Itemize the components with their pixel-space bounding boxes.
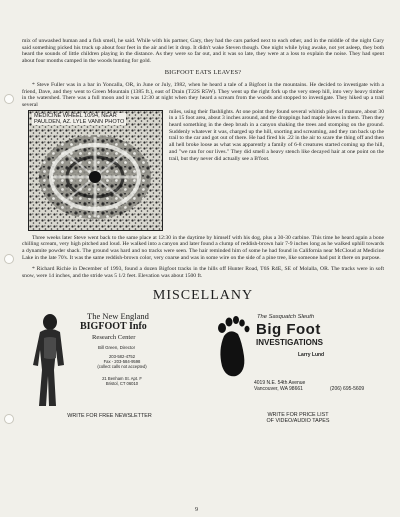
page-content <box>22 38 384 430</box>
photo-caption-line1: MEDICINE WHEEL 10/94, NEAR <box>34 112 117 119</box>
sasq-address-line2: Vancouver, WA 98661 <box>254 385 303 392</box>
story-lead-paragraph <box>22 82 384 109</box>
binder-hole <box>4 414 14 424</box>
sasq-contact-name: Larry Lund <box>298 351 325 358</box>
ad-new-england <box>22 310 197 430</box>
photo-image <box>29 111 162 230</box>
figure-wrap <box>22 109 384 233</box>
binder-hole <box>4 94 14 104</box>
sasq-investigations: INVESTIGATIONS <box>256 337 323 347</box>
ne-collect-note: (collect calls not accepted) <box>97 363 147 369</box>
photo-caption <box>32 113 126 126</box>
ne-big-title: BIGFOOT Info <box>80 320 147 332</box>
ne-subtitle: Research Center <box>92 333 136 341</box>
footprint-icon <box>214 314 252 380</box>
ads-row <box>22 310 384 430</box>
ne-fax: Fax - 203-584-9598 <box>103 358 141 364</box>
bigfoot-figure-icon <box>30 310 70 410</box>
ne-phone-block <box>92 354 152 369</box>
ne-address-block <box>92 376 152 386</box>
binder-hole <box>4 254 14 264</box>
richie-paragraph <box>22 266 384 279</box>
sasq-phone: (206) 695-5609 <box>330 385 365 392</box>
richie-text: Richard Richie in December of 1993, found a dozen Bigfoot tracks in the hills off Hunter Road, T6S R4E, SE of Molalla, OR. The tracks were in soft snow, were 14 inches, and the stride was 5 1/2 feet. Elevation was about 1500 ft. <box>22 266 385 280</box>
section-heading: BIGFOOT EATS LEAVES? <box>164 68 242 76</box>
sasq-write-line2: OF VIDEO/AUDIO TAPES <box>266 417 330 424</box>
story-lead-text: Steve Fuller was in a bar in Yoncalla, OR, in June or July, 1982, when he heard a tale of a Bigfoot in the mountains. He decided to investigate with a friend, Dave, and they went to Green Mountain (1385 ft.), east of Drain (T22S R5W). They went up the right fork up the very steep hill, into very heavy timber in the watershed. There was a full moon and it was 12:30 at night when they heard a scream from the woods and stopped to investigate. They hiked up a trail several <box>22 81 384 108</box>
bullet: * <box>32 81 37 88</box>
medicine-wheel-photo <box>28 110 163 231</box>
ne-director: Bill Green, Director <box>98 344 136 350</box>
story-continue-paragraph: Three weeks later Steve went back to the same place at 12:30 in the daytime by himself with his dog, plus a 30-30 carbine. This time he heard again a bone chilling scream, very high pitched and loud. He walked into a canyon and later found a clump of reddish-brown hair 7-9 inches long as he walked uphill towards a dynamite powder shack. The ground was hard and no tracks were seen. The hair reminded him of some he had found in California near McCloud at Medicine Lake in the late 70's. It was the same reddish-brown color, very coarse and was in some wire on the side of a pine tree, like someone had put it there on purpose. <box>22 234 384 261</box>
story-wrap-paragraph: miles, using their flashlights. At one point they found several whitish piles of manure, about 30 in a 15 foot area, about 3 inches around, and the droppings had maple leaves in them. Then they heard something in the deep brush in a canyon shaking the trees and stomping on the ground. Suddenly whatever it was, charged up the hill, snorting and screaming, and they ran back up the trail to the car and got out of there. He had fired his .22 in the air to scare the thing off and then all hell broke loose as what was apparently a family of 6-8 creatures started coming up the hill, and "we ran for our lives." They did smell a heavy stench like decayed hair at one point on the trail, but they never did actually see a B'foot. <box>169 108 384 162</box>
sasq-subtitle: The Sasquatch Sleuth <box>257 313 315 320</box>
ne-address-line2: Bristol, CT 06010 <box>105 380 139 386</box>
ad-sasquatch-sleuth <box>212 310 384 430</box>
bullet: * <box>32 266 37 273</box>
sasq-address-block <box>254 380 305 392</box>
sasq-write-line1: WRITE FOR PRICE LIST <box>267 411 329 418</box>
sasq-address-line1: 4019 N.E. 54th Avenue <box>254 379 306 386</box>
intro-paragraph: mix of unwashed human and a fish smell, he said. While with his partner, Gary, they had the cars parked next to each other, and in the middle of the night Gary said something picked his truck up about four feet in the air and let it drop. It didn't wake Steven though. One night while lying awake, not yet asleep, they both heard the sounds of little children playing in the distance. As they were so far out, and it was so late, they were at a loss to explain the noise. They had spent about four months camped in the woods hunting for gold. <box>22 38 384 65</box>
ne-address-line1: 21 Benham St. Apt. F <box>102 375 142 381</box>
sasq-big-title: Big Foot <box>256 320 321 338</box>
miscellany-title: MISCELLANY <box>152 287 254 303</box>
ne-write-note: WRITE FOR FREE NEWSLETTER <box>67 412 152 419</box>
page-number: 9 <box>195 507 198 513</box>
ne-title: The New England <box>87 310 149 321</box>
binder-holes <box>4 0 14 517</box>
ne-phone: 203-582-4752 <box>108 353 136 359</box>
sasq-write-note <box>212 412 384 424</box>
photo-caption-line2: PAULDEN, AZ. LYLE VANN PHOTO <box>34 119 125 126</box>
